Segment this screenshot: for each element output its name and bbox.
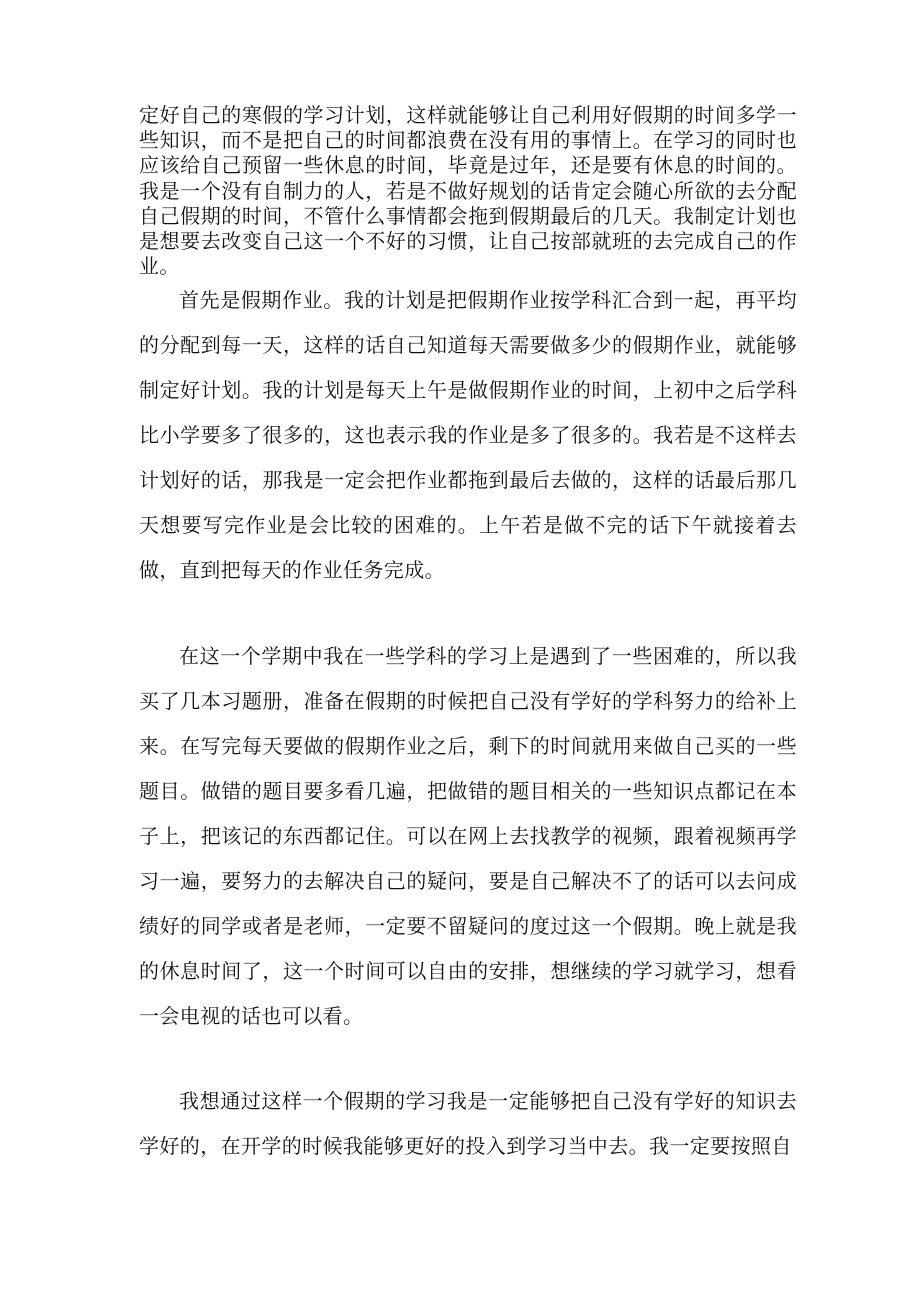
paragraph-conclusion: 我想通过这样一个假期的学习我是一定能够把自己没有学好的知识去学好的，在开学的时候我能够更好的投入到学习当中去。我一定要按照自 (139, 1089, 797, 1158)
paragraph-continuation: 定好自己的寒假的学习计划，这样就能够让自己利用好假期的时间多学一些知识，而不是把自己的时间都浪费在没有用的事情上。在学习的同时也应该给自己预留一些休息的时间，毕竟是过年，还是要有休息的时间的。我是一个没有自制力的人，若是不做好规划的话肯定会随心所欲的去分配自己假期的时间，不管什么事情都会拖到假期最后的几天。我制定计划也是想要去改变自己这一个不好的习惯，让自己按部就班的去完成自己的作业。 (139, 103, 797, 279)
paragraph-exercise-books: 在这一个学期中我在一些学科的学习上是遇到了一些困难的，所以我买了几本习题册，准备在假期的时候把自己没有学好的学科努力的给补上来。在写完每天要做的假期作业之后，剩下的时间就用来做自己买的一些题目。做错的题目要多看几遍，把做错的题目相关的一些知识点都记在本子上，把该记的东西都记住。可以在网上去找教学的视频，跟着视频再学习一遍，要努力的去解决自己的疑问，要是自己解决不了的话可以去问成绩好的同学或者是老师，一定要不留疑问的度过这一个假期。晚上就是我的休息时间了，这一个时间可以自由的安排，想继续的学习就学习，想看一会电视的话也可以看。 (139, 644, 797, 1028)
paragraph-homework-plan: 首先是假期作业。我的计划是把假期作业按学科汇合到一起，再平均的分配到每一天，这样的话自己知道每天需要做多少的假期作业，就能够制定好计划。我的计划是每天上午是做假期作业的时间，上初中之后学科比小学要多了很多的，这也表示我的作业是多了很多的。我若是不这样去计划好的话，那我是一定会把作业都拖到最后去做的，这样的话最后那几天想要写完作业是会比较的困难的。上午若是做不完的话下午就接着去做，直到把每天的作业任务完成。 (139, 288, 797, 582)
